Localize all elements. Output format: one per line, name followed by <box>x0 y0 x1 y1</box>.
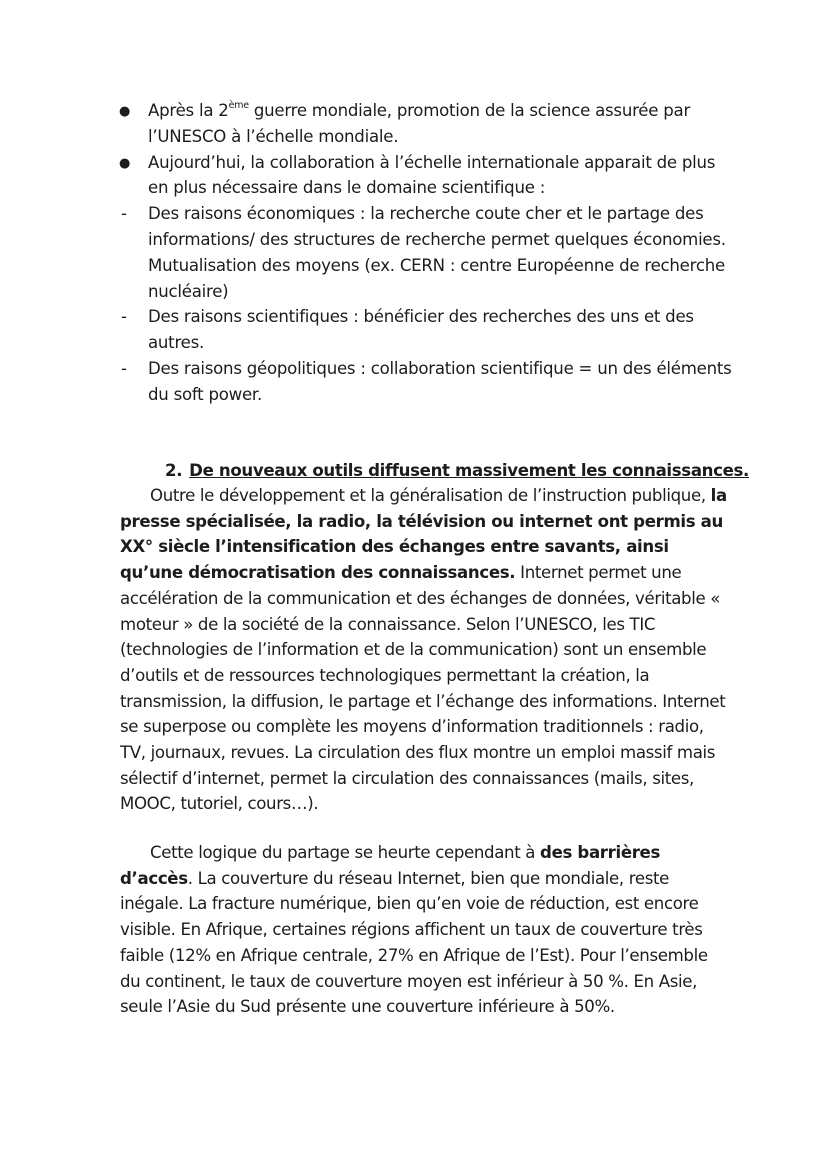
dash-icon: - <box>121 358 127 378</box>
paragraph-intro: Cette logique du partage se heurte cependant à <box>150 843 541 862</box>
paragraph-intro: Outre le développement et la généralisation de l’instruction publique, <box>150 486 711 505</box>
list-item <box>116 201 732 304</box>
list-item <box>116 304 732 356</box>
bullet-list <box>116 98 732 408</box>
bullet-icon: ● <box>119 155 131 171</box>
dash-icon: - <box>121 307 127 327</box>
section-heading <box>165 458 749 484</box>
section-title: De nouveaux outils diffusent massivement les connaissances. <box>189 461 749 480</box>
list-item-text: Des raisons économiques : la recherche coute cher et le partage des informations/ des structures de recherche permet quelques économies. Mutualisation des moyens (ex. CERN : centre Européenne de recherche nucléaire) <box>148 204 726 301</box>
bullet-icon: ● <box>119 104 131 119</box>
paragraph-tools <box>120 483 732 817</box>
list-item-text-start: Après la 2 <box>148 101 229 120</box>
ordinal-superscript: ème <box>228 100 249 112</box>
paragraph-body: Internet permet une accélération de la communication et des échanges de données, véritable « moteur » de la société de la connaissance. Selon l’UNESCO, les TIC (technologies de l’information et de la communication) sont un ensemble d’outils et de ressources technologiques permettant la création, la transmission, la diffusion, le partage et l’échange des informations. Internet se superpose ou complète les moyens d’information traditionnels : radio, TV, journaux, revues. La circulation des flux montre un emploi massif mais sélectif d’internet, permet la circulation des connaissances (mails, sites, MOOC, tutoriel, cours…). <box>120 563 726 814</box>
dash-icon: - <box>121 204 127 224</box>
paragraph-body: . La couverture du réseau Internet, bien que mondiale, reste inégale. La fracture numérique, bien qu’en voie de réduction, est encore visible. En Afrique, certaines régions affichent un taux de couverture très faible (12% en Afrique centrale, 27% en Afrique de l’Est). Pour l’ensemble du continent, le taux de couverture moyen est inférieur à 50 %. En Asie, seule l’Asie du Sud présente une couverture inférieure à 50%. <box>120 868 708 1017</box>
section-number: 2. <box>165 461 183 480</box>
list-item <box>116 150 732 202</box>
list-item-text: Des raisons géopolitiques : collaboration scientifique = un des éléments du soft power. <box>148 358 732 404</box>
list-item-text-end: guerre mondiale, promotion de la science assurée par l’UNESCO à l’échelle mondiale. <box>148 101 691 146</box>
list-item <box>116 98 732 150</box>
list-item-text: Des raisons scientifiques : bénéficier des recherches des uns et des autres. <box>148 307 694 353</box>
paragraph-bold-emphasis: des barrières d’accès <box>120 843 660 888</box>
paragraph-bold-emphasis: la presse spécialisée, la radio, la télévision ou internet ont permis au XX° siècle l’intensification des échanges entre savants, ainsi qu’une démocratisation des connaissances. <box>120 486 727 583</box>
list-item-text: Aujourd’hui, la collaboration à l’échelle internationale apparait de plus en plus nécessaire dans le domaine scientifique : <box>148 152 716 198</box>
paragraph-access-barriers <box>120 840 732 1020</box>
list-item <box>116 356 732 408</box>
